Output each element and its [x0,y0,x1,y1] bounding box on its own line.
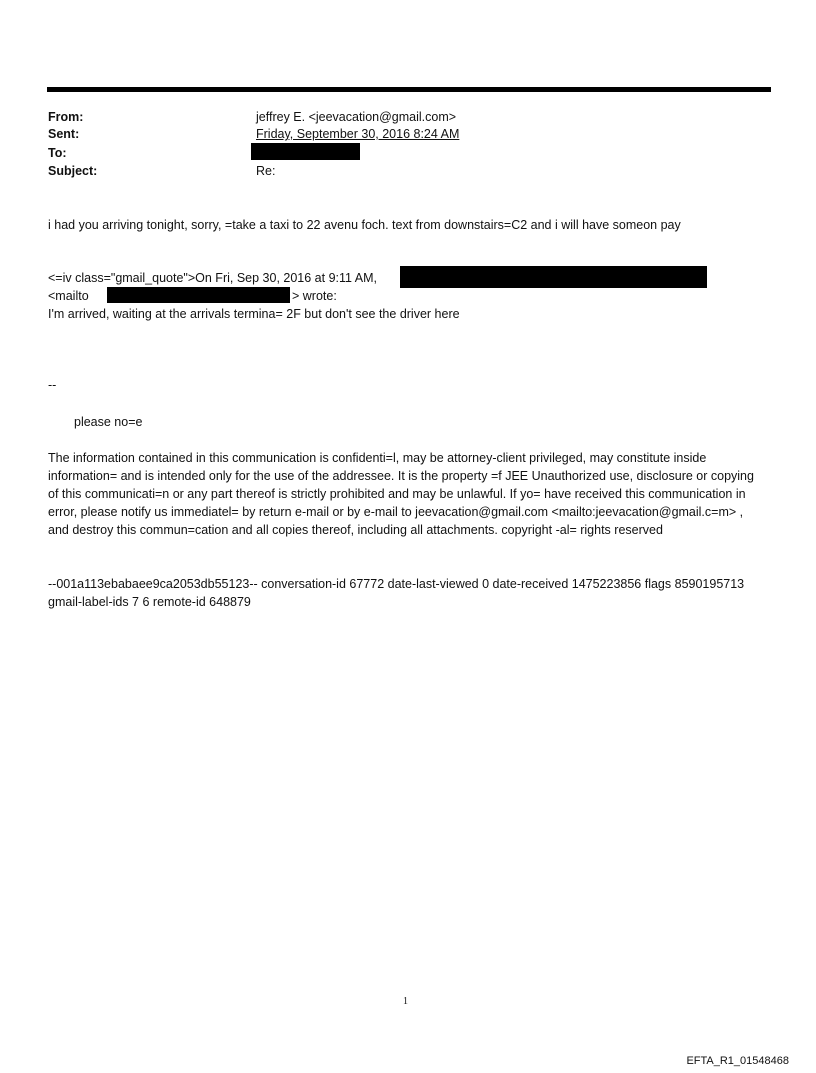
quote-line-2a: <mailto [48,289,89,303]
quote-line-1: <=iv class="gmail_quote">On Fri, Sep 30, 2016 at 9:11 AM, [48,271,377,285]
to-label: To: [48,146,67,160]
sent-value: Friday, September 30, 2016 8:24 AM [256,127,460,141]
page-number: 1 [403,996,408,1007]
quote-line-3: I'm arrived, waiting at the arrivals termina= 2F but don't see the driver here [48,307,460,321]
metadata-line: --001a113ebabaee9ca2053db55123-- conversation-id 67772 date-last-viewed 0 date-received 1475223856 flags 8590195713 gmail-label-ids 7 6 remote-id 648879 [48,577,745,609]
signature-separator: -- [48,378,57,392]
mailto-redaction [107,287,290,303]
subject-label: Subject: [48,164,98,178]
document-id: EFTA_R1_01548468 [686,1055,789,1067]
subject-value: Re: [256,164,276,178]
to-redaction [251,143,360,160]
please-note: please no=e [74,415,143,429]
from-value: jeffrey E. <jeevacation@gmail.com> [256,110,457,124]
reply-text: i had you arriving tonight, sorry, =take a taxi to 22 avenu foch. text from downstairs=C2 and i will have someon pay [48,218,681,232]
header-rule [47,87,771,92]
quote-line-2b: > wrote: [292,289,337,303]
sent-label: Sent: [48,127,80,141]
sender-redaction [400,266,707,288]
from-label: From: [48,110,84,124]
disclaimer-paragraph: The information contained in this communication is confidenti=l, may be attorney-client privileged, may constitute inside information= and is intended only for the use of the addressee. It is the property =f JEE Unauthorized use, disclosure or copying of this communicati=n or any part thereof is strictly prohibited and may be unlawful. If yo= have received this communication in error, please notify us immediatel= by return e-mail or by e-mail to jeevacation@gmail.com <mailto:jeevacation@gmail.c=m> , and destroy this commun=cation and all copies thereof, including all attachments. copyright -al= rights reserved [48,451,754,537]
